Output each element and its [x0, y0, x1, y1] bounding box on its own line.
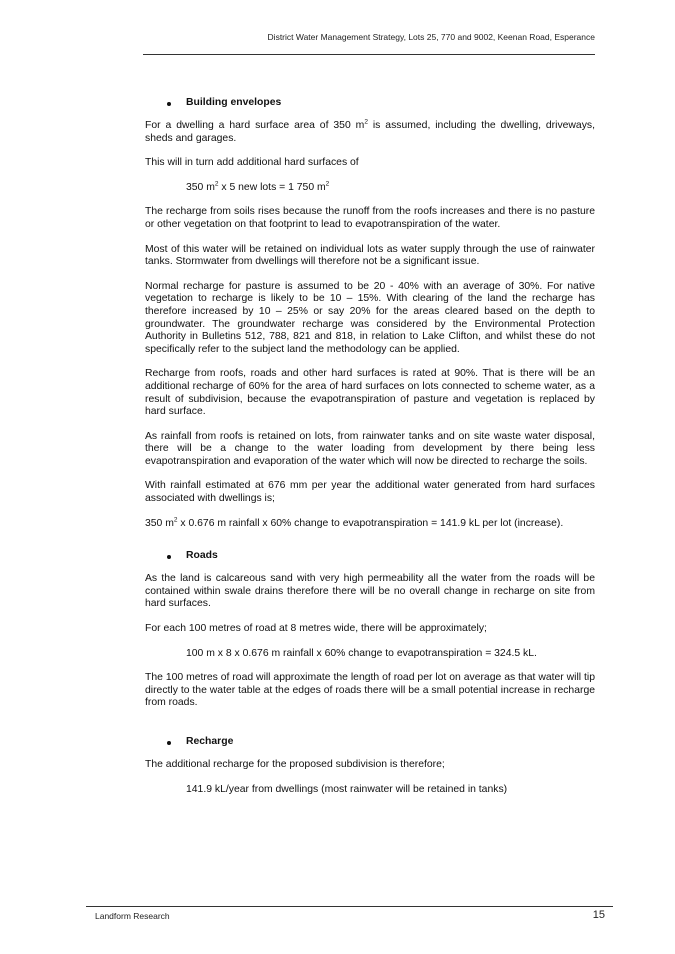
calculation	[145, 182, 595, 195]
text: 350 m	[145, 517, 174, 529]
text: x 5 new lots = 1 750 m	[218, 181, 326, 193]
page-number: 15	[592, 909, 605, 921]
paragraph: The additional recharge for the proposed subdivision is therefore;	[145, 759, 445, 770]
section-heading-roads	[145, 550, 595, 563]
paragraph: This will in turn add additional hard surfaces of	[145, 157, 359, 169]
paragraph: Most of this water will be retained on individual lots as water supply through the use of rainwater tanks. Stormwater from dwellings will therefore not be a significant issue.	[145, 243, 595, 268]
heading-text: Roads	[186, 550, 218, 562]
page-header: District Water Management Strategy, Lots 25, 770 and 9002, Keenan Road, Esperance	[267, 32, 595, 42]
superscript: 2	[173, 516, 178, 524]
text: x 0.676 m rainfall x 60% change to evapotranspiration = 141.9 kL per lot (increase).	[177, 517, 564, 529]
text: is assumed, including the dwelling, driveways, sheds and garages.	[145, 120, 595, 144]
text: 350 m	[186, 181, 215, 193]
paragraph: With rainfall estimated at 676 mm per year the additional water generated from hard surfaces associated with dwellings is;	[145, 480, 595, 505]
paragraph	[145, 120, 595, 145]
header-rule	[143, 54, 595, 55]
calculation: 141.9 kL/year from dwellings (most rainwater will be retained in tanks)	[186, 783, 508, 795]
text: For a dwelling a hard surface area of 350 m	[145, 120, 365, 131]
footer-organization: Landform Research	[95, 911, 170, 921]
bullet-icon	[167, 555, 171, 559]
superscript: 2	[364, 118, 368, 126]
heading-text: Building envelopes	[186, 97, 282, 109]
paragraph: Normal recharge for pasture is assumed to be 20 - 40% with an average of 30%. For native vegetation to recharge is likely to be 10 – 15%. With clearing of the land the recharge has therefore increased by 10 – 25% or say 20% for the areas cleared based on the depth to groundwater. The groundwater recharge was considered by the Environmental Protection Authority in Bulletins 512, 788, 821 and 818, in relation to Lake Clifton, and whilst these do not specifically refer to the subject land the methodology can be applied.	[145, 280, 595, 355]
calculation: 100 m x 8 x 0.676 m rainfall x 60% change to evapotranspiration = 324.5 kL.	[186, 647, 537, 659]
paragraph	[145, 518, 595, 531]
paragraph: As rainfall from roofs is retained on lots, from rainwater tanks and on site waste water disposal, there will be a change to the water loading from development by there being less evapotranspiration and evaporation of the water which will now be directed to recharge the soils.	[145, 430, 595, 467]
bullet-icon	[167, 741, 171, 745]
footer-rule	[86, 906, 613, 907]
bullet-icon	[167, 102, 171, 106]
paragraph: Recharge from roofs, roads and other hard surfaces is rated at 90%. That is there will be an additional recharge of 60% for the area of hard surfaces on lots connected to scheme water, as a result of subdivision, because the evapotranspiration of pasture and vegetation is replaced by hard surface.	[145, 368, 595, 418]
heading-text: Recharge	[186, 736, 234, 748]
paragraph: The 100 metres of road will approximate the length of road per lot on average as that water will tip directly to the water table at the edges of roads there will be a small potential increase in recharge from roads.	[145, 672, 595, 709]
section-heading-recharge	[145, 736, 595, 749]
paragraph: The recharge from soils rises because the runoff from the roofs increases and there is no pasture or other vegetation on that footprint to lead to evapotranspiration of the water.	[145, 206, 595, 230]
section-heading-building-envelopes	[145, 97, 595, 110]
superscript: 2	[325, 180, 330, 188]
page-body	[145, 97, 595, 808]
paragraph: For each 100 metres of road at 8 metres wide, there will be approximately;	[145, 623, 487, 635]
superscript: 2	[214, 180, 219, 188]
paragraph: As the land is calcareous sand with very high permeability all the water from the roads will be contained within swale drains therefore there will be no overall change in recharge on site from hard surfaces.	[145, 573, 595, 610]
